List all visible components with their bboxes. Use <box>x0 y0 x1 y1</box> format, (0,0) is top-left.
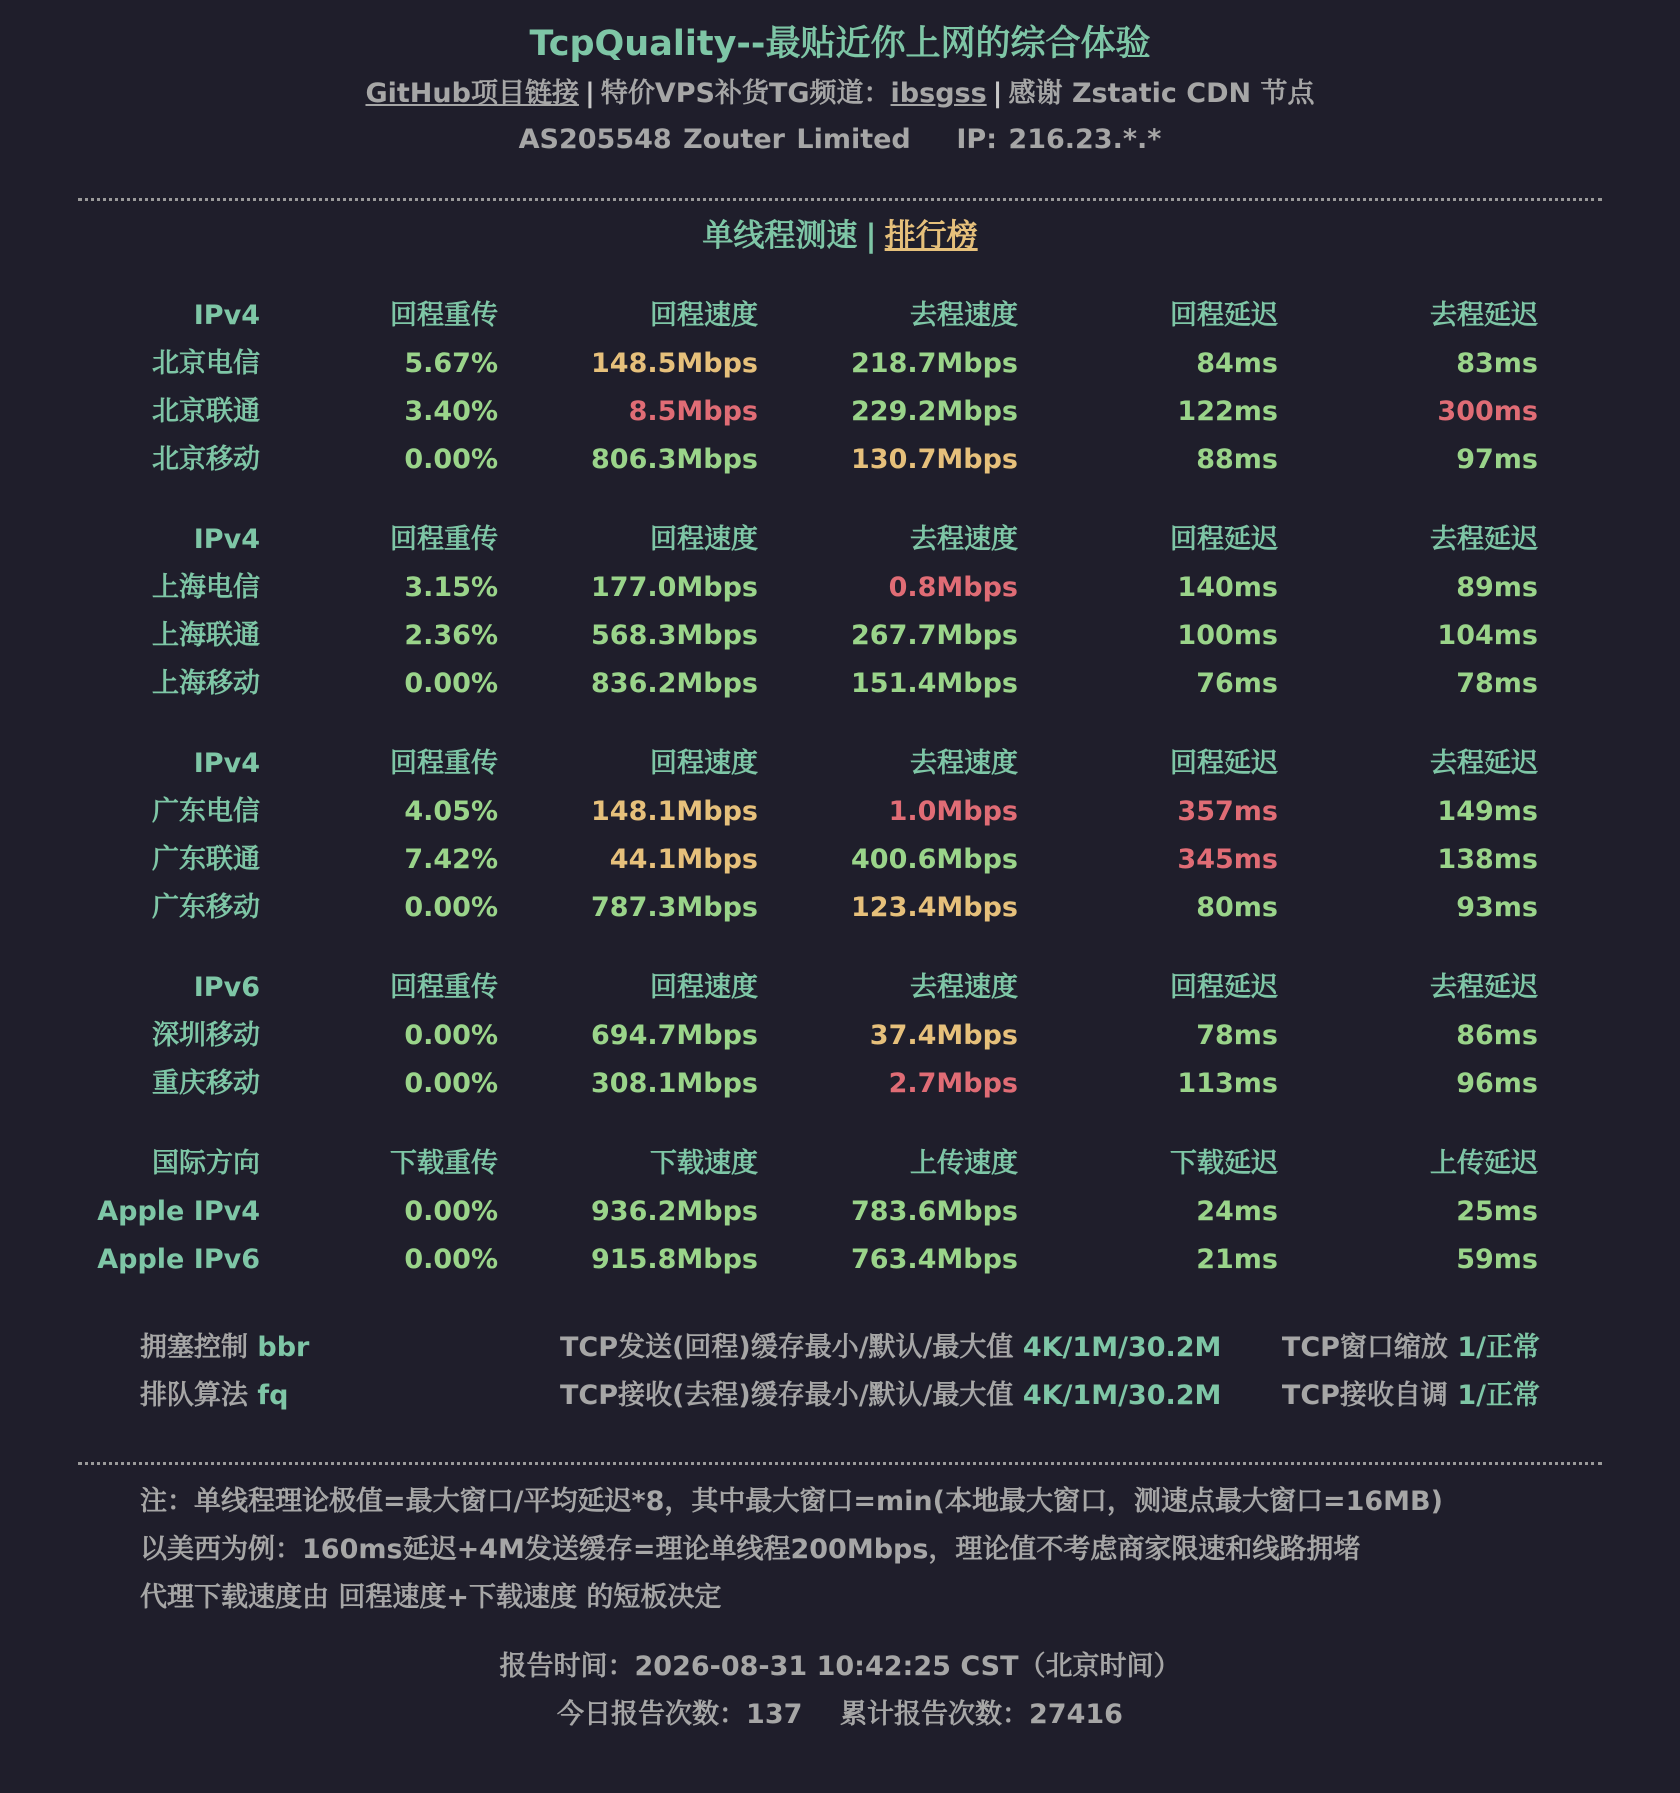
separator: | <box>992 78 1003 109</box>
row-label: 上海联通 <box>152 620 260 651</box>
metric-value: 24ms <box>1196 1196 1278 1227</box>
note-line: 注：单线程理论极值=最大窗口/平均延迟*8，其中最大窗口=min(本地最大窗口，测速点最大窗口=16MB) <box>140 1486 1443 1517</box>
metric-value: 96ms <box>1456 1068 1538 1099</box>
metric-value: 0.00% <box>404 892 498 923</box>
header-col-retrans: 下载重传 <box>390 1148 498 1179</box>
metric-value: 78ms <box>1196 1020 1278 1051</box>
header-col-speed-a: 回程速度 <box>650 972 758 1003</box>
header-col-retrans: 回程重传 <box>390 972 498 1003</box>
metric-value: 37.4Mbps <box>869 1020 1018 1051</box>
tcp-recv-buffer <box>560 1372 1221 1420</box>
row-label: Apple IPv4 <box>97 1196 260 1227</box>
vps-channel-link[interactable]: ibsgss <box>890 78 987 109</box>
queue-label: 排队算法 <box>140 1380 248 1411</box>
metric-value: 113ms <box>1177 1068 1278 1099</box>
metric-value: 148.1Mbps <box>591 796 758 827</box>
metric-value: 122ms <box>1177 396 1278 427</box>
header-col-label: IPv4 <box>193 748 260 779</box>
table-row <box>0 660 1680 708</box>
metric-value: 4.05% <box>404 796 498 827</box>
table-row <box>0 788 1680 836</box>
row-label: 广东移动 <box>152 892 260 923</box>
metric-value: 218.7Mbps <box>851 348 1018 379</box>
send-buffer-label: TCP发送(回程)缓存最小/默认/最大值 <box>560 1332 1014 1363</box>
metric-value: 1.0Mbps <box>888 796 1018 827</box>
header-col-speed-b: 上传速度 <box>910 1148 1018 1179</box>
nav-separator: | <box>865 218 877 254</box>
note-line: 以美西为例：160ms延迟+4M发送缓存=理论单线程200Mbps，理论值不考虑商家限速和线路拥堵 <box>140 1534 1361 1565</box>
row-label: 北京电信 <box>152 348 260 379</box>
metric-value: 2.7Mbps <box>888 1068 1018 1099</box>
table-header-row <box>0 516 1680 564</box>
header-col-speed-b: 去程速度 <box>910 524 1018 555</box>
metric-value: 787.3Mbps <box>591 892 758 923</box>
separator: | <box>584 78 595 109</box>
header-col-speed-a: 回程速度 <box>650 300 758 331</box>
note-line: 代理下载速度由 回程速度+下载速度 的短板决定 <box>140 1582 722 1613</box>
metric-value: 44.1Mbps <box>609 844 758 875</box>
table-row <box>0 1236 1680 1284</box>
metric-value: 400.6Mbps <box>851 844 1018 875</box>
metric-value: 915.8Mbps <box>591 1244 758 1275</box>
row-label: 北京联通 <box>152 396 260 427</box>
queue-value: fq <box>257 1380 289 1411</box>
table-header-row <box>0 292 1680 340</box>
metric-value: 0.8Mbps <box>888 572 1018 603</box>
metric-value: 59ms <box>1456 1244 1538 1275</box>
table-row <box>0 884 1680 932</box>
header-col-latency-b: 去程延迟 <box>1430 748 1538 779</box>
metric-value: 86ms <box>1456 1020 1538 1051</box>
metric-value: 267.7Mbps <box>851 620 1018 651</box>
metric-value: 76ms <box>1196 668 1278 699</box>
metric-value: 300ms <box>1437 396 1538 427</box>
row-label: 深圳移动 <box>152 1020 260 1051</box>
metric-value: 0.00% <box>404 668 498 699</box>
links-line <box>0 74 1680 114</box>
header-col-latency-a: 回程延迟 <box>1170 972 1278 1003</box>
metric-value: 345ms <box>1177 844 1278 875</box>
metric-value: 93ms <box>1456 892 1538 923</box>
header-col-speed-b: 去程速度 <box>910 300 1018 331</box>
table-row <box>0 612 1680 660</box>
header-col-label: IPv4 <box>193 524 260 555</box>
row-label: 广东联通 <box>152 844 260 875</box>
metric-value: 138ms <box>1437 844 1538 875</box>
metric-value: 151.4Mbps <box>851 668 1018 699</box>
recv-buffer-value: 4K/1M/30.2M <box>1022 1380 1222 1411</box>
header-col-latency-a: 回程延迟 <box>1170 300 1278 331</box>
metric-value: 783.6Mbps <box>851 1196 1018 1227</box>
header-col-label: 国际方向 <box>152 1148 260 1179</box>
metric-value: 308.1Mbps <box>591 1068 758 1099</box>
autotune-value: 1/正常 <box>1457 1380 1540 1411</box>
metric-value: 3.40% <box>404 396 498 427</box>
metric-value: 936.2Mbps <box>591 1196 758 1227</box>
metric-value: 7.42% <box>404 844 498 875</box>
metric-value: 84ms <box>1196 348 1278 379</box>
metric-value: 0.00% <box>404 1244 498 1275</box>
github-link[interactable]: GitHub项目链接 <box>365 78 579 109</box>
metric-value: 806.3Mbps <box>591 444 758 475</box>
autotune-label: TCP接收自调 <box>1281 1380 1448 1411</box>
table-row <box>0 436 1680 484</box>
send-buffer-value: 4K/1M/30.2M <box>1022 1332 1222 1363</box>
metric-value: 0.00% <box>404 1020 498 1051</box>
metric-value: 694.7Mbps <box>591 1020 758 1051</box>
nav-bar <box>0 214 1680 258</box>
metric-value: 763.4Mbps <box>851 1244 1018 1275</box>
metric-value: 2.36% <box>404 620 498 651</box>
nav-ranking-link[interactable]: 排行榜 <box>884 218 978 254</box>
metric-value: 88ms <box>1196 444 1278 475</box>
header-col-speed-b: 去程速度 <box>910 748 1018 779</box>
nav-single-thread-speedtest: 单线程测速 <box>702 218 858 254</box>
table-row <box>0 564 1680 612</box>
page-header <box>0 0 1680 160</box>
header-col-latency-a: 回程延迟 <box>1170 524 1278 555</box>
queue-discipline <box>140 1372 288 1420</box>
page-title: TcpQuality--最贴近你上网的综合体验 <box>529 24 1151 64</box>
metric-value: 21ms <box>1196 1244 1278 1275</box>
cdn-thanks-text: 感谢 Zstatic CDN 节点 <box>1008 78 1315 109</box>
metric-value: 3.15% <box>404 572 498 603</box>
table-row <box>0 1060 1680 1108</box>
recv-buffer-label: TCP接收(去程)缓存最小/默认/最大值 <box>560 1380 1014 1411</box>
metric-value: 0.00% <box>404 444 498 475</box>
header-col-label: IPv6 <box>193 972 260 1003</box>
report-time: 报告时间：2026-08-31 10:42:25 CST（北京时间） <box>499 1651 1181 1682</box>
metric-value: 149ms <box>1437 796 1538 827</box>
header-col-speed-b: 去程速度 <box>910 972 1018 1003</box>
as-ip-line <box>0 120 1680 160</box>
tcp-send-buffer <box>560 1324 1221 1372</box>
congestion-label: 拥塞控制 <box>140 1332 248 1363</box>
metric-value: 80ms <box>1196 892 1278 923</box>
table-row <box>0 1012 1680 1060</box>
table-row <box>0 388 1680 436</box>
metric-value: 0.00% <box>404 1196 498 1227</box>
metric-value: 83ms <box>1456 348 1538 379</box>
table-row <box>0 836 1680 884</box>
top-divider <box>78 198 1602 201</box>
window-scaling-value: 1/正常 <box>1457 1332 1540 1363</box>
row-label: 北京移动 <box>152 444 260 475</box>
row-label: 上海移动 <box>152 668 260 699</box>
header-col-latency-b: 去程延迟 <box>1430 300 1538 331</box>
metric-value: 568.3Mbps <box>591 620 758 651</box>
metric-value: 357ms <box>1177 796 1278 827</box>
congestion-control <box>140 1324 309 1372</box>
header-col-speed-a: 回程速度 <box>650 524 758 555</box>
header-col-retrans: 回程重传 <box>390 524 498 555</box>
header-col-label: IPv4 <box>193 300 260 331</box>
header-col-speed-a: 下载速度 <box>650 1148 758 1179</box>
metric-value: 5.67% <box>404 348 498 379</box>
metric-value: 177.0Mbps <box>591 572 758 603</box>
row-label: 上海电信 <box>152 572 260 603</box>
header-col-latency-a: 回程延迟 <box>1170 748 1278 779</box>
header-col-latency-b: 去程延迟 <box>1430 972 1538 1003</box>
metric-value: 140ms <box>1177 572 1278 603</box>
header-col-retrans: 回程重传 <box>390 300 498 331</box>
vps-channel-label: 特价VPS补货TG频道： <box>600 78 891 109</box>
row-label: Apple IPv6 <box>97 1244 260 1275</box>
row-label: 广东电信 <box>152 796 260 827</box>
metric-value: 0.00% <box>404 1068 498 1099</box>
congestion-value: bbr <box>257 1332 310 1363</box>
header-col-speed-a: 回程速度 <box>650 748 758 779</box>
window-scaling-label: TCP窗口缩放 <box>1281 1332 1448 1363</box>
header-col-latency-b: 上传延迟 <box>1430 1148 1538 1179</box>
metric-value: 104ms <box>1437 620 1538 651</box>
as-info: AS205548 Zouter Limited <box>518 124 911 155</box>
report-counts: 今日报告次数：137 累计报告次数：27416 <box>557 1699 1123 1730</box>
table-header-row <box>0 964 1680 1012</box>
table-header-row <box>0 740 1680 788</box>
table-row <box>0 1188 1680 1236</box>
tcp-recv-autotune <box>1282 1372 1540 1420</box>
metric-value: 78ms <box>1456 668 1538 699</box>
metric-value: 100ms <box>1177 620 1278 651</box>
header-col-latency-a: 下载延迟 <box>1170 1148 1278 1179</box>
metric-value: 123.4Mbps <box>851 892 1018 923</box>
metric-value: 836.2Mbps <box>591 668 758 699</box>
row-label: 重庆移动 <box>152 1068 260 1099</box>
bottom-divider <box>78 1462 1602 1465</box>
metric-value: 148.5Mbps <box>591 348 758 379</box>
metric-value: 229.2Mbps <box>851 396 1018 427</box>
metric-value: 89ms <box>1456 572 1538 603</box>
metric-value: 97ms <box>1456 444 1538 475</box>
table-row <box>0 340 1680 388</box>
tcp-window-scaling <box>1282 1324 1540 1372</box>
metric-value: 25ms <box>1456 1196 1538 1227</box>
table-header-row <box>0 1140 1680 1188</box>
ip-info: IP: 216.23.*.* <box>956 124 1162 155</box>
header-col-retrans: 回程重传 <box>390 748 498 779</box>
header-col-latency-b: 去程延迟 <box>1430 524 1538 555</box>
metric-value: 8.5Mbps <box>628 396 758 427</box>
metric-value: 130.7Mbps <box>851 444 1018 475</box>
